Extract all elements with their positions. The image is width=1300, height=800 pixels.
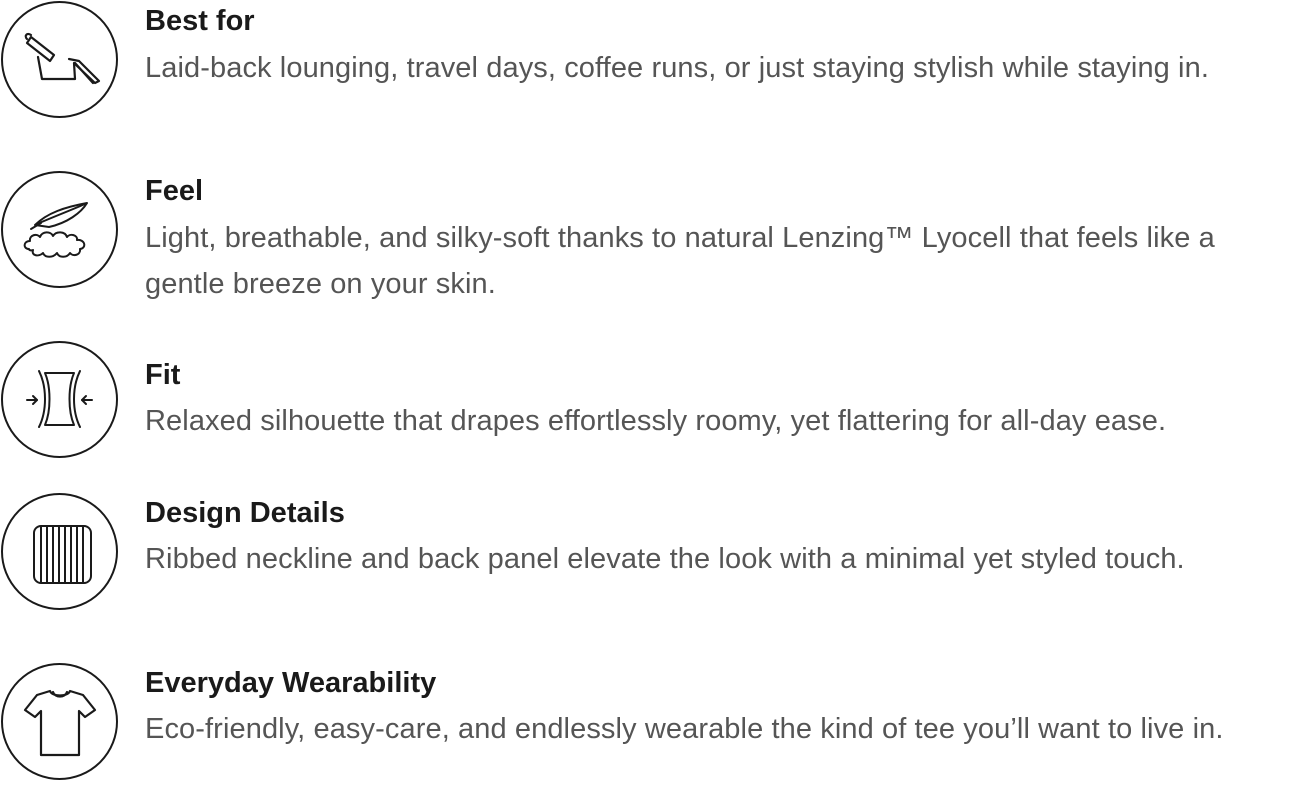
feature-title: Fit (145, 359, 181, 391)
feature-description: Relaxed silhouette that drapes effortlessly roomy, yet flattering for all-day ease. (145, 405, 1167, 437)
relaxed-fit-icon (1, 341, 118, 458)
ribbed-fabric-icon (1, 493, 118, 610)
feature-title: Feel (145, 175, 204, 207)
feather-cloud-icon (1, 171, 118, 288)
feature-description: Ribbed neckline and back panel elevate the look with a minimal yet styled touch. (145, 543, 1185, 575)
lounge-chair-icon (1, 1, 118, 118)
feature-title: Best for (145, 5, 255, 37)
feature-title: Design Details (145, 497, 345, 529)
feature-description: Laid-back lounging, travel days, coffee runs, or just staying stylish while staying in. (145, 52, 1209, 84)
feature-description: Light, breathable, and silky-soft thanks to natural Lenzing™ Lyocell that feels like a gentle breeze on your skin. (145, 222, 1215, 300)
feature-description: Eco-friendly, easy-care, and endlessly wearable the kind of tee you’ll want to live in. (145, 713, 1224, 745)
tshirt-icon (1, 663, 118, 780)
feature-title: Everyday Wearability (145, 667, 437, 699)
